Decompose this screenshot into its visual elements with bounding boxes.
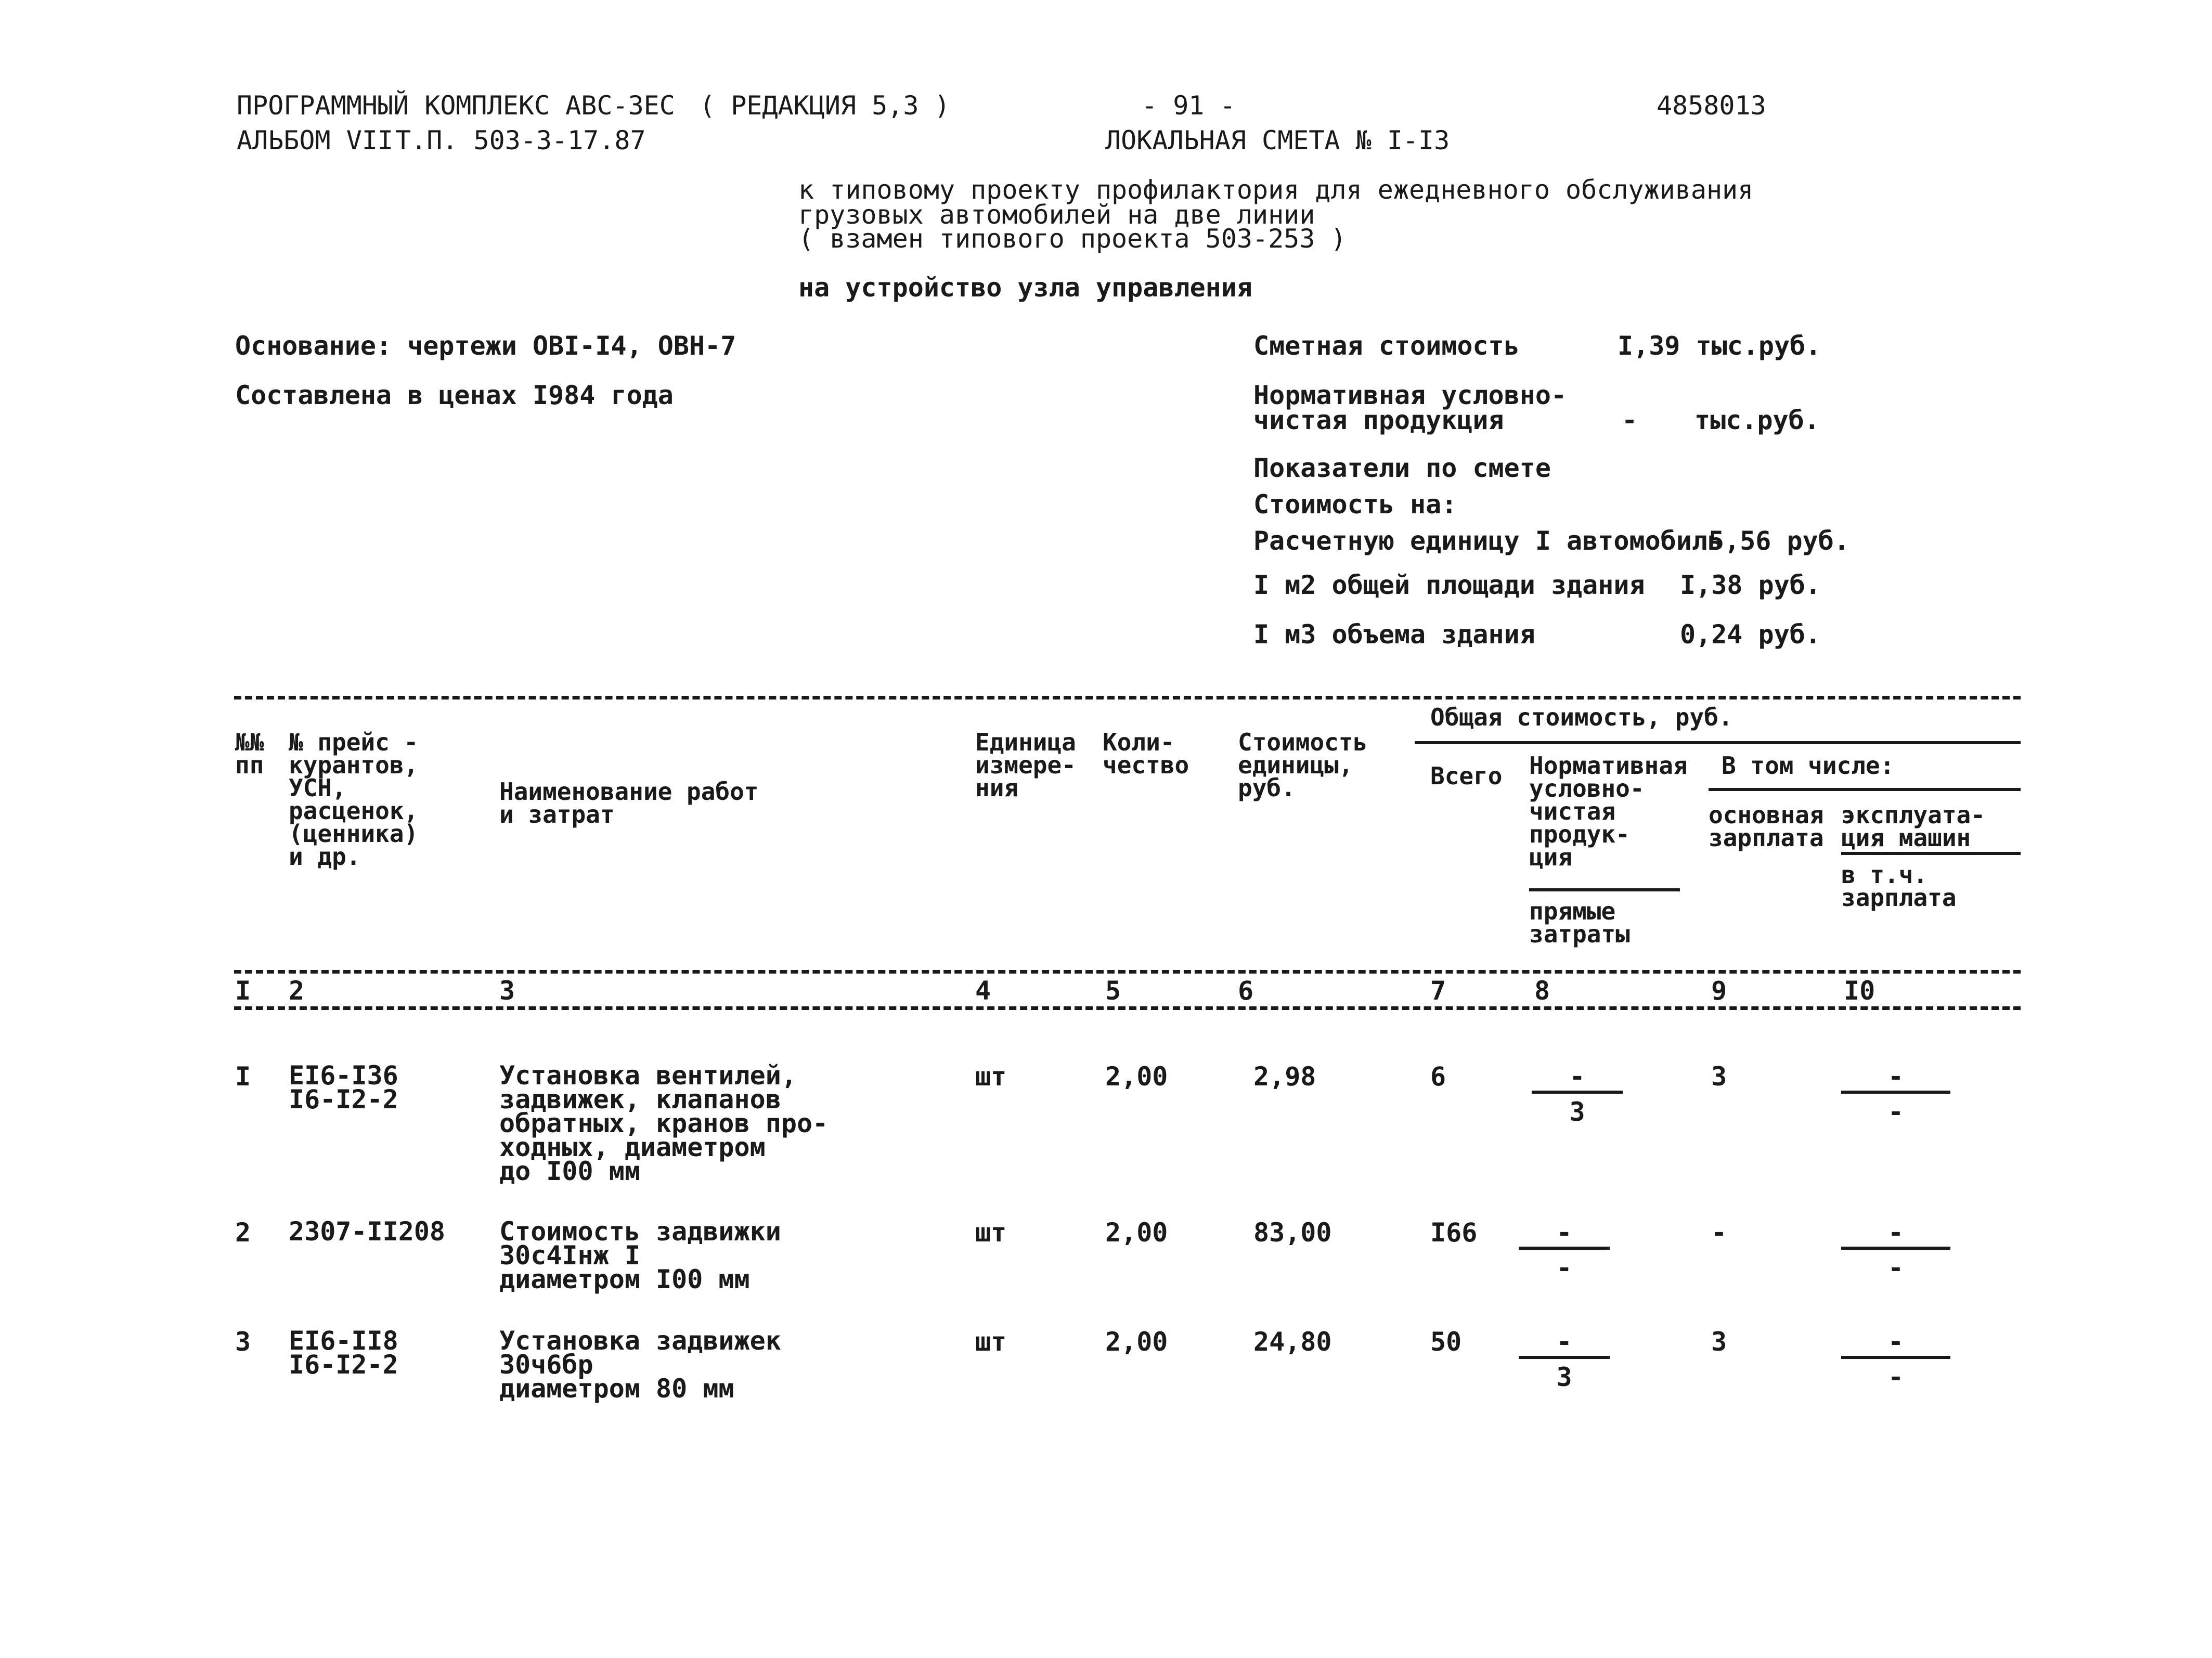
subtitle-line-1: к типовому проекту профилактория для ежедневного обслуживания	[798, 175, 1754, 205]
row-machine-fraction	[1841, 1217, 1950, 1283]
row-direct-costs-value: 3	[1569, 1097, 1585, 1127]
edition-label: ( РЕДАКЦИЯ 5,3 )	[700, 90, 950, 121]
header-total: Всего	[1430, 762, 1503, 790]
header-machine-wage: в т.ч. зарплата	[1841, 861, 1957, 912]
row-normative-value: -	[1519, 1329, 1610, 1359]
row-machine-wage-value: -	[1887, 1253, 1904, 1283]
header-unit-cost: Стоимость единицы, руб.	[1238, 728, 1368, 802]
row-work-name: Стоимость задвижки 30с4Iнж I диаметром I00 мм	[499, 1216, 781, 1294]
row-unit-cost: 24,80	[1253, 1327, 1332, 1357]
header-unit: Единица измере- ния	[975, 728, 1076, 802]
column-numbers-top-rule	[234, 970, 2021, 974]
table-top-rule	[234, 696, 2021, 700]
row-direct-costs-value: 3	[1556, 1362, 1572, 1392]
row-code: 2307-II208	[289, 1216, 446, 1247]
per-unit-value: 5,56 руб.	[1709, 526, 1849, 556]
header-price-list: № прейс - курантов, УСН, расценок, (ценника) и др.	[289, 728, 419, 871]
row-base-wage: 3	[1711, 1061, 1727, 1092]
normative-label-1: Нормативная условно-	[1253, 380, 1567, 410]
program-line: ПРОГРАММНЫЙ КОМПЛЕКС АВС-3ЕС	[237, 90, 675, 121]
column-number-10: I0	[1844, 976, 1875, 1006]
column-number-5: 5	[1105, 976, 1121, 1006]
row-total: 6	[1430, 1061, 1446, 1092]
column-number-4: 4	[975, 976, 991, 1006]
normative-unit: тыс.руб.	[1694, 405, 1820, 435]
normative-split-rule	[1529, 888, 1680, 891]
row-unit-cost: 2,98	[1253, 1061, 1316, 1092]
row-unit: шт	[975, 1217, 1007, 1248]
header-quantity: Коли- чество	[1103, 728, 1189, 779]
page-number: - 91 -	[1142, 90, 1236, 121]
row-unit: шт	[975, 1327, 1007, 1357]
per-m2-label: I м2 общей площади здания	[1253, 570, 1645, 600]
row-quantity: 2,00	[1105, 1217, 1168, 1248]
column-number-7: 7	[1430, 976, 1446, 1006]
header-base-wage: основная зарплата	[1709, 801, 1824, 852]
row-number: 3	[235, 1327, 251, 1357]
column-number-3: 3	[499, 976, 515, 1006]
estimated-cost-label: Сметная стоимость	[1253, 331, 1520, 361]
basis-drawings: Основание: чертежи ОВI-I4, ОВН-7	[235, 331, 736, 361]
column-number-2: 2	[289, 976, 305, 1006]
row-machine-value: -	[1841, 1329, 1950, 1359]
row-work-name: Установка вентилей, задвижек, клапанов обратных, кранов про- ходных, диаметром до I00 мм	[499, 1060, 829, 1186]
row-code: ЕI6-I36 I6-I2-2	[289, 1060, 398, 1115]
header-direct-costs: прямые затраты	[1529, 897, 1630, 948]
column-number-6: 6	[1238, 976, 1254, 1006]
row-machine-value: -	[1841, 1064, 1950, 1094]
column-number-8: 8	[1534, 976, 1550, 1006]
purpose-line: на устройство узла управления	[798, 273, 1252, 303]
row-machine-wage-value: -	[1887, 1097, 1904, 1127]
row-total: 50	[1430, 1327, 1462, 1357]
header-row-number: №№ пп	[235, 728, 264, 779]
estimated-cost-value: I,39 тыс.руб.	[1618, 331, 1821, 361]
row-normative-fraction	[1519, 1217, 1610, 1283]
row-base-wage: 3	[1711, 1327, 1727, 1357]
row-normative-fraction	[1532, 1061, 1623, 1127]
row-quantity: 2,00	[1105, 1327, 1168, 1357]
row-code: ЕI6-II8 I6-I2-2	[289, 1326, 398, 1380]
header-including-group: В том числе:	[1722, 752, 1895, 780]
normative-value: -	[1622, 405, 1638, 435]
row-number: 2	[235, 1217, 251, 1248]
row-machine-value: -	[1841, 1220, 1950, 1250]
subtitle-line-3: ( взамен типового проекта 503-253 )	[798, 224, 1347, 254]
cost-for-label: Стоимость на:	[1253, 489, 1457, 520]
per-m3-label: I м3 объема здания	[1253, 619, 1535, 650]
column-numbers-bottom-rule	[234, 1006, 2021, 1010]
column-number-9: 9	[1711, 976, 1727, 1006]
document-title: ЛОКАЛЬНАЯ СМЕТА № I-I3	[1105, 125, 1450, 156]
row-quantity: 2,00	[1105, 1061, 1168, 1092]
row-normative-fraction	[1519, 1329, 1610, 1390]
column-number-1: I	[235, 976, 251, 1006]
row-number: I	[235, 1061, 251, 1092]
row-machine-fraction	[1841, 1329, 1950, 1390]
row-machine-wage-value: -	[1887, 1362, 1904, 1392]
including-group-rule	[1709, 788, 2021, 791]
header-total-group: Общая стоимость, руб.	[1430, 703, 1733, 731]
per-m2-value: I,38 руб.	[1680, 570, 1821, 600]
row-direct-costs-value: -	[1556, 1253, 1572, 1283]
row-base-wage: -	[1711, 1217, 1727, 1248]
machine-split-rule	[1841, 852, 2021, 855]
document-number: 4858013	[1657, 90, 1766, 121]
total-group-rule	[1415, 741, 2021, 744]
row-unit-cost: 83,00	[1253, 1217, 1332, 1248]
row-unit: шт	[975, 1061, 1007, 1092]
album-label: АЛЬБОМ VII	[237, 125, 394, 156]
per-unit-label: Расчетную единицу I автомобиль	[1253, 526, 1724, 556]
per-m3-value: 0,24 руб.	[1680, 619, 1821, 650]
subtitle-line-2: грузовых автомобилей на две линии	[798, 200, 1315, 230]
header-machine-operation: эксплуата- ция машин	[1841, 801, 1985, 852]
row-total: I66	[1430, 1217, 1478, 1248]
normative-label-2: чистая продукция	[1253, 405, 1504, 435]
indicators-label: Показатели по смете	[1253, 453, 1551, 483]
row-work-name: Установка задвижек 30ч6бр диаметром 80 мм	[499, 1326, 781, 1404]
row-normative-value: -	[1532, 1064, 1623, 1094]
row-machine-fraction	[1841, 1061, 1950, 1127]
header-work-name: Наименование работ и затрат	[499, 778, 759, 828]
project-code: Т.П. 503-3-17.87	[395, 125, 646, 156]
basis-prices: Составлена в ценах I984 года	[235, 380, 674, 410]
row-normative-value: -	[1519, 1220, 1610, 1250]
header-normative-product: Нормативная условно- чистая продук- ция	[1529, 752, 1688, 871]
